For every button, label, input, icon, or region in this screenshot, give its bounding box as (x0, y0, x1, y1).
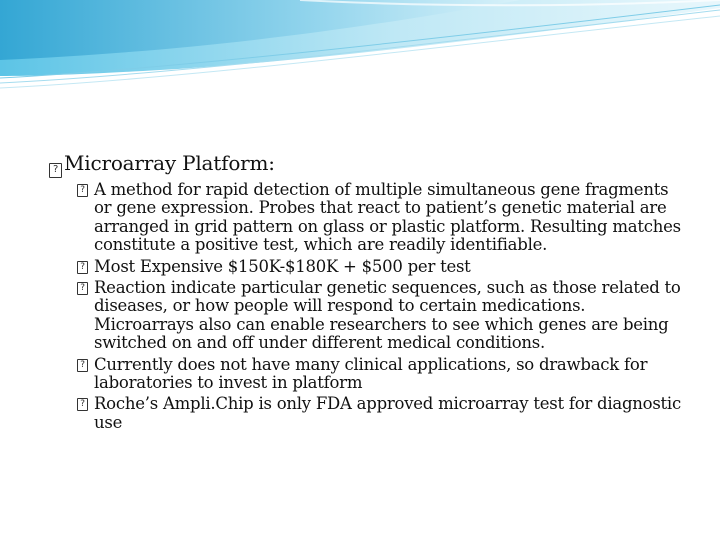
bullet-text: Currently does not have many clinical applications, so drawback for laboratories to invest in platform (94, 354, 648, 393)
bullet-marker-icon: ? (77, 398, 88, 411)
bullet-list (49, 181, 689, 432)
bullet-item (77, 395, 689, 432)
bullet-marker-icon: ? (77, 184, 88, 197)
bullet-text: Most Expensive $150K-$180K + $500 per test (94, 256, 471, 276)
bullet-text: Roche’s Ampli.Chip is only FDA approved microarray test for diagnostic use (94, 394, 681, 432)
header-wave-banner (0, 0, 720, 90)
bullet-marker-icon: ? (49, 163, 62, 178)
bullet-text: A method for rapid detection of multiple simultaneous gene fragments or gene expression. Probes that react to patient’s genetic material are arranged in grid pattern on glass or plastic platform. Resulting matches constitute a positive test, which are readily identifiable. (94, 180, 681, 255)
bullet-marker-icon: ? (77, 261, 88, 274)
bullet-marker-icon: ? (77, 359, 88, 372)
bullet-item (77, 258, 689, 276)
bullet-text: Reaction indicate particular genetic sequences, such as those related to diseases, or how people will respond to certain medications. Microarrays also can enable researchers to see which genes are being switched on and off under different medical conditions. (94, 278, 681, 353)
slide-heading-text: Microarray Platform: (64, 151, 275, 175)
slide-body (49, 150, 689, 435)
bullet-item (77, 356, 689, 393)
bullet-marker-icon: ? (77, 282, 88, 295)
bullet-item (77, 279, 689, 353)
bullet-item (77, 181, 689, 255)
slide-heading (49, 150, 689, 176)
